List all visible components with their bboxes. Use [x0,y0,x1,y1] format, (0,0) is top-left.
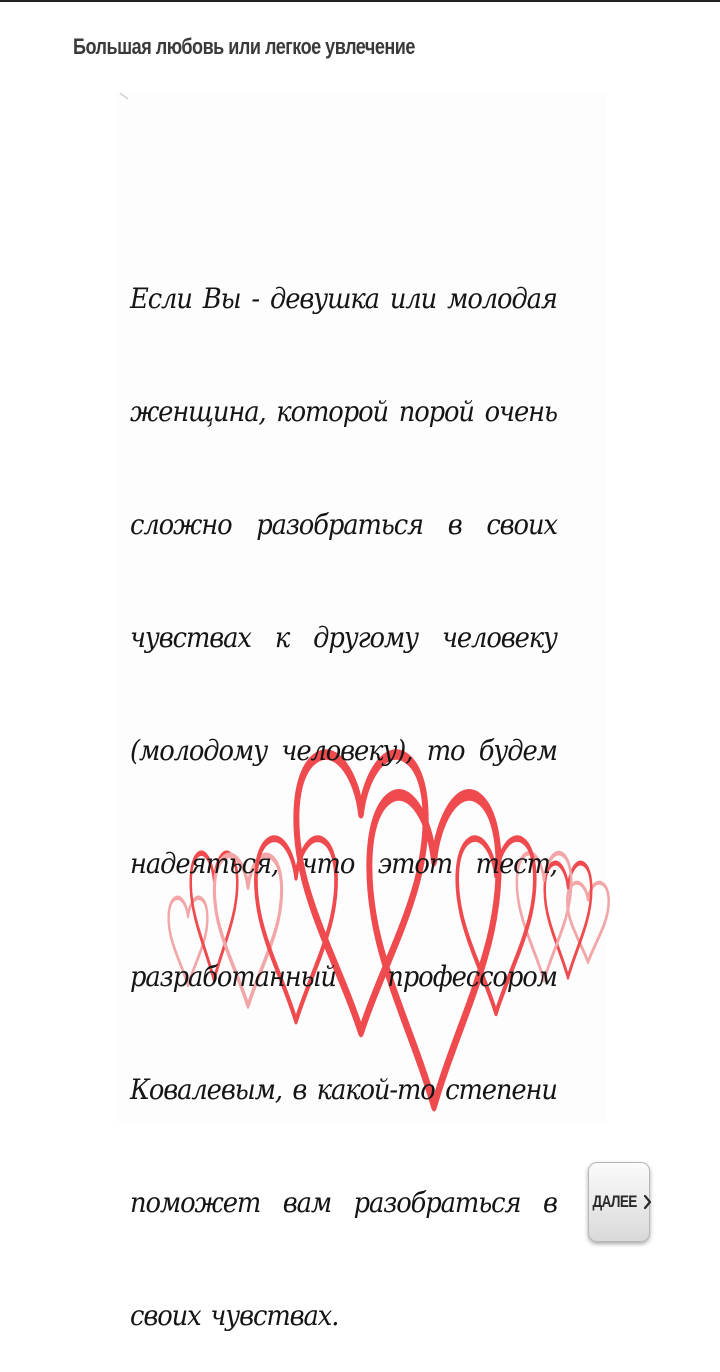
next-button[interactable] [588,1162,650,1242]
next-button-label: ДАЛЕЕ [592,1192,638,1211]
test-intro-text: Если Вы - девушка или молодая женщина, которой порой очень сложно разобраться в своих чувствах к другому человеку (молодому человеку), то будем надеяться, что этот тест, разработанный профессором Ковалевым, в какой-то степени поможет вам разобраться в своих чувствах. [130,282,557,1332]
page-title: Большая любовь или легкое увлечение [73,34,415,59]
top-border [0,0,720,2]
chevron-right-icon [644,1195,651,1209]
question-card [116,92,606,1332]
heart-icon [567,883,608,962]
